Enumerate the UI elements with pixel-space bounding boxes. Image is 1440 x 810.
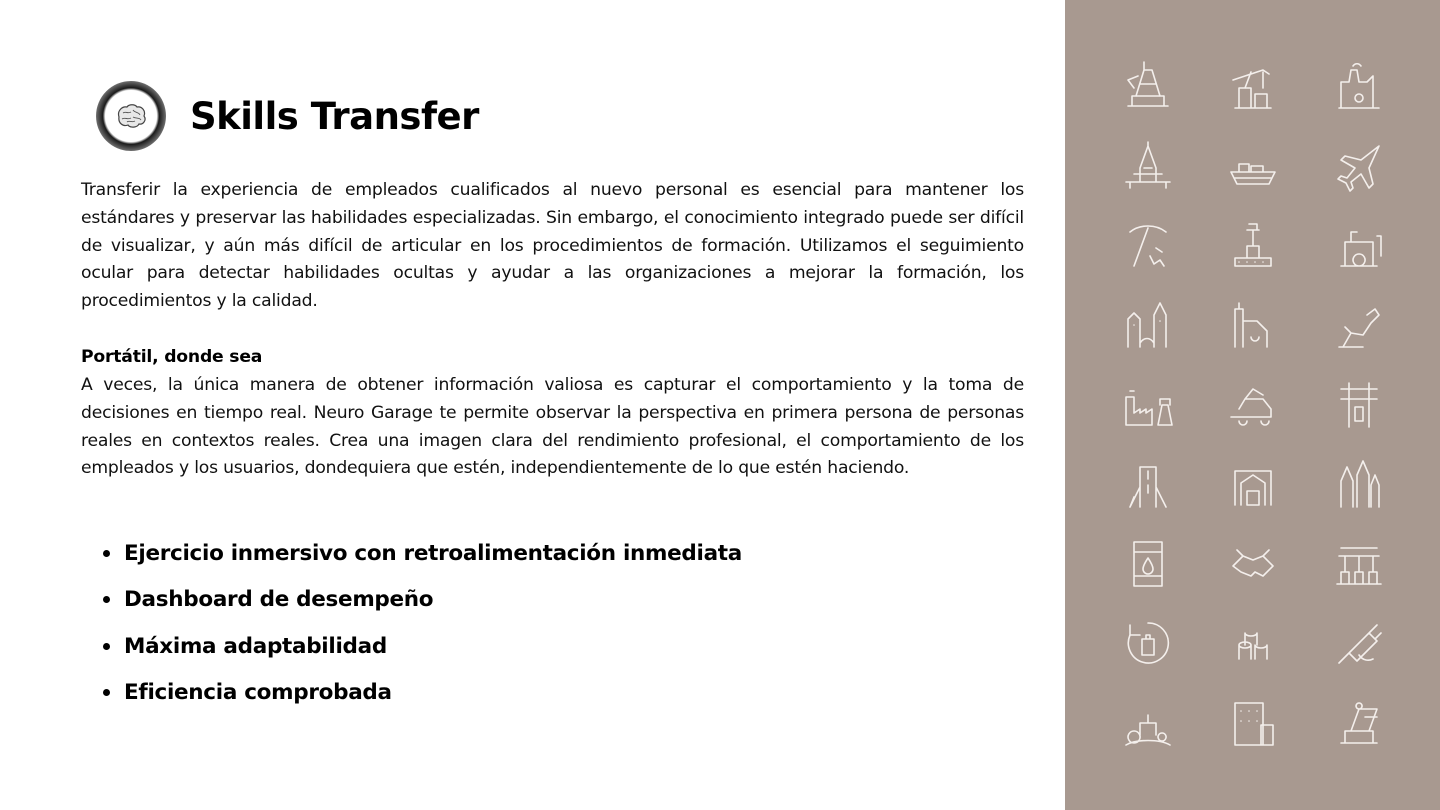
space-rocket-icon <box>1120 297 1176 353</box>
dump-truck-icon <box>1225 377 1281 433</box>
power-line-icon <box>1331 377 1387 433</box>
list-item-label: Eficiencia comprobada <box>124 680 392 706</box>
road-construction-icon <box>1120 457 1176 513</box>
paper-rolls-icon <box>1225 615 1281 671</box>
oil-pump-icon <box>1225 58 1281 114</box>
bullet-icon <box>103 550 110 557</box>
cargo-ship-icon <box>1225 138 1281 194</box>
fuel-tank-icon <box>1331 218 1387 274</box>
slide-header <box>96 70 479 162</box>
pharmaceutical-icon <box>1225 695 1281 751</box>
robotic-arm-icon <box>1331 297 1387 353</box>
brain-logo <box>96 81 166 151</box>
intro-paragraph: Transferir la experiencia de empleados cualificados al nuevo personal es esencial para mantener los estándares y preservar las habilidades especializadas. Sin embargo, el conocimiento integrado puede ser difícil de visualizar, y aún más difícil de articular en los procedimientos de formación. Utilizamos el seguimiento ocular para detectar habilidades ocultas y ayudar a las organizaciones a mejorar la formación, los procedimientos y la calidad. <box>81 180 1024 312</box>
assembly-line-icon <box>1331 536 1387 592</box>
page-title: Skills Transfer <box>190 94 479 138</box>
list-item-label: Ejercicio inmersivo con retroalimentación inmediata <box>124 540 742 566</box>
body-paragraph: A veces, la única manera de obtener información valiosa es capturar el comportamiento y la toma de decisiones en tiempo real. Neuro Garage te permite observar la perspectiva en primera persona de personas reales en contextos reales. Crea una imagen clara del rendimiento profesional, el comportamiento de los empleados y los usuarios, dondequiera que estén, independientemente de lo que estén haciendo. <box>81 375 1024 479</box>
chemical-factory-icon <box>1120 377 1176 433</box>
list-item <box>103 670 742 717</box>
farm-tractor-icon <box>1120 695 1176 751</box>
list-item-label: Dashboard de desempeño <box>124 587 434 613</box>
list-item-label: Máxima adaptabilidad <box>124 633 387 659</box>
list-item <box>103 577 742 624</box>
fighter-jet-icon <box>1331 138 1387 194</box>
feature-list <box>103 530 742 716</box>
nuclear-plant-icon <box>1331 58 1387 114</box>
refinery-icon <box>1225 297 1281 353</box>
bullet-icon <box>103 596 110 603</box>
bullet-icon <box>103 689 110 696</box>
satellite-icon <box>1331 615 1387 671</box>
construction-crane-icon <box>1120 138 1176 194</box>
warehouse-icon <box>1225 457 1281 513</box>
list-item <box>103 530 742 577</box>
recycling-icon <box>1120 615 1176 671</box>
oil-rig-icon <box>1120 58 1176 114</box>
list-item <box>103 623 742 670</box>
solar-panel-icon <box>1331 695 1387 751</box>
industry-icon-panel <box>1065 0 1440 810</box>
mining-pickaxe-icon <box>1120 218 1176 274</box>
ammunition-icon <box>1331 457 1387 513</box>
handshake-icon <box>1225 536 1281 592</box>
oil-barrel-icon <box>1120 536 1176 592</box>
assembly-robot-icon <box>1225 218 1281 274</box>
section-subheading: Portátil, donde sea <box>81 347 263 367</box>
bullet-icon <box>103 643 110 650</box>
brain-icon <box>114 101 148 131</box>
